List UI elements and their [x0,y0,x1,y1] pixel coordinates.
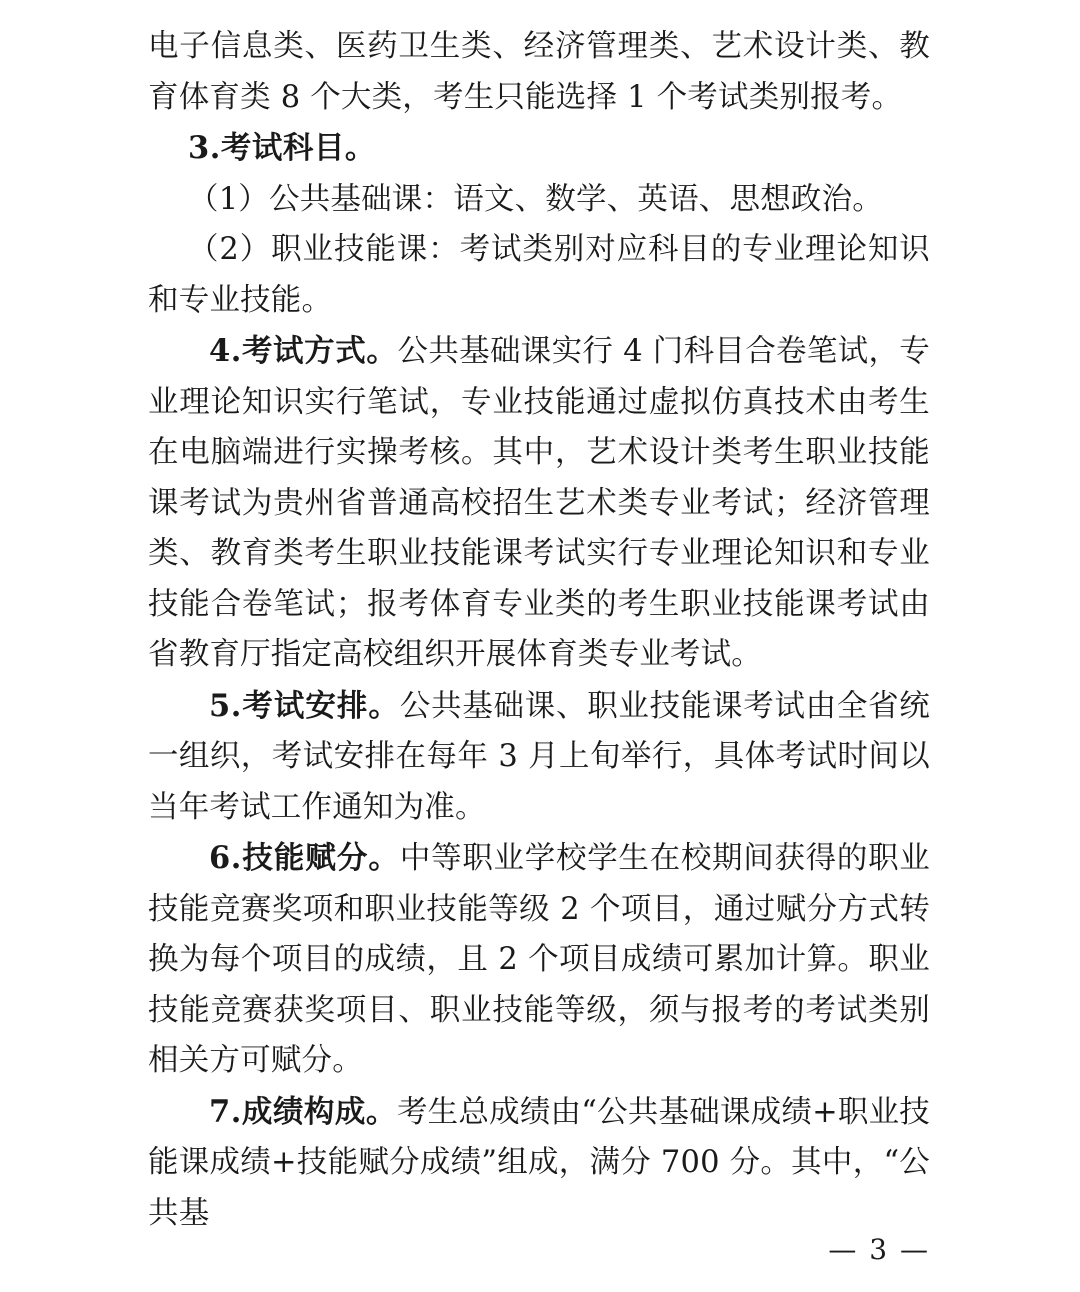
item-6-lead: 6.技能赋分。 [209,840,400,876]
item-7-text: 考生总成绩由“公共基础课成绩+职业技能课成绩+技能赋分成绩”组成，满分 700 分。其中，“公共基 [148,1094,931,1231]
item-5-lead: 5.考试安排。 [209,687,400,724]
paragraph-continued-categories: 电子信息类、医药卫生类、经济管理类、艺术设计类、教育体育类 8 个大类，考生只能选择 1 个考试类别报考。 [148,29,930,115]
item-4-text: 公共基础课实行 4 门科目合卷笔试，专业理论知识实行笔试，专业技能通过虚拟仿真技术由考生在电脑端进行实操考核。其中，艺术设计类考生职业技能课考试为贵州省普通高校招生艺术类专业考试；经济管理类、教育类考生职业技能课考试实行专业理论知识和专业技能合卷笔试；报考体育专业类的考生职业技能课考试由省教育厅指定高校组织开展体育类专业考试。 [148,334,930,672]
item-6-text: 中等职业学校学生在校期间获得的职业技能竞赛奖项和职业技能等级 2 个项目，通过赋分方式转换为每个项目的成绩，且 2 个项目成绩可累加计算。职业技能竞赛获奖项目、职业技能等级，须与报考的考试类别相关方可赋分。 [148,841,931,1078]
item-4-lead: 4.考试方式。 [209,333,398,369]
document-body [148,22,930,1239]
item-7-lead: 7.成绩构成。 [209,1093,397,1130]
paragraph-item-3-sub-1: （1）公共基础课：语文、数学、英语、思想政治。 [188,181,884,217]
item-3-lead: 3.考试科目。 [188,130,376,166]
item-5-text: 公共基础课、职业技能课考试由全省统一组织，考试安排在每年 3 月上旬举行，具体考试时间以当年考试工作通知为准。 [148,688,931,825]
paragraph-item-7 [148,1087,930,1240]
paragraph-item-3-heading [148,123,930,175]
page-number: — 3 — [828,1233,930,1266]
paragraph-item-3-sub-2: （2）职业技能课：考试类别对应科目的专业理论知识和专业技能。 [148,232,930,318]
paragraph-item-5 [148,681,930,834]
paragraph-item-6 [148,833,930,1087]
paragraph-item-4 [148,326,930,681]
